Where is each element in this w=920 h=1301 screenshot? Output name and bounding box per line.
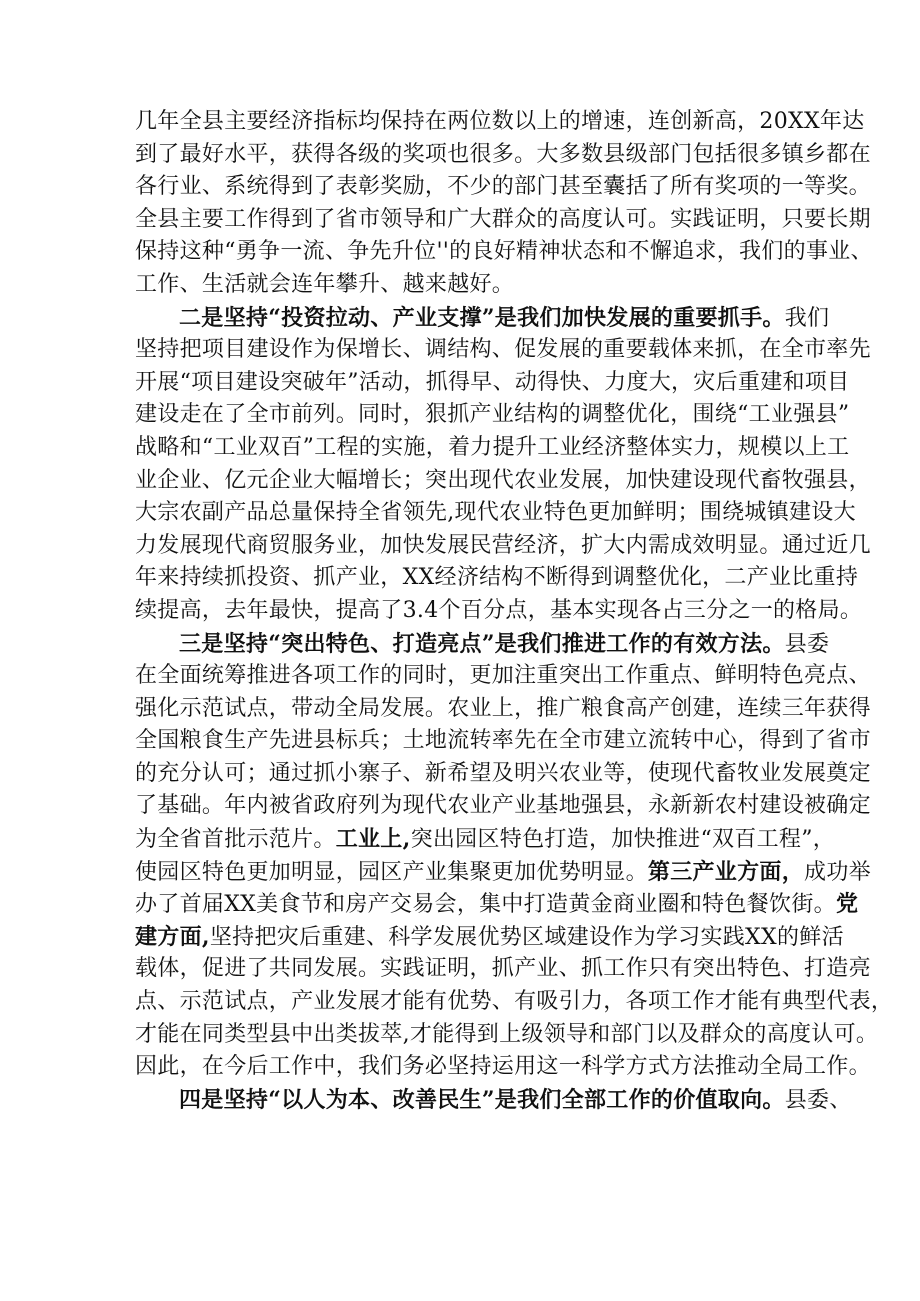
text-line — [135, 139, 871, 172]
text-segment: 办了首届XX美食节和房产交易会，集中打造黄金商业圈和特色餐饮街。 — [135, 892, 836, 918]
bold-heading-text: 党 — [835, 891, 859, 918]
text-segment: 突出园区特色打造，加快推进“双百工程”， — [410, 827, 836, 853]
text-line — [135, 921, 844, 954]
text-line — [135, 856, 871, 889]
text-segment: 开展“项目建设突破年”活动，抓得早、动得快、力度大，灾后重建和项目 — [135, 369, 850, 395]
text-segment: 我们 — [784, 305, 830, 331]
text-segment: 了基础。年内被省政府列为现代农业产业基地强县，永新新农村建设被确定 — [135, 793, 871, 819]
text-line — [135, 106, 865, 139]
text-line — [135, 823, 836, 856]
text-segment: 力发展现代商贸服务业，加快发展民营经济，扩大内需成效明显。通过近几 — [135, 532, 871, 558]
text-line — [135, 432, 850, 465]
text-line — [135, 269, 795, 302]
text-line — [135, 758, 871, 791]
text-segment: 各行业、系统得到了表彰奖励，不少的部门甚至囊括了所有奖项的一等奖。 — [135, 174, 871, 200]
text-segment: 到了最好水平，获得各级的奖项也很多。大多数县级部门包括很多镇乡都在 — [135, 141, 871, 167]
text-segment: 县委 — [784, 631, 830, 657]
text-segment: 为全省首批示范片。 — [135, 827, 336, 853]
text-segment: 年来持续抓投资、抓产业，XX经济结构不断得到调整优化，二产业比重持 — [135, 565, 859, 591]
text-line — [135, 986, 894, 1019]
text-line — [135, 465, 871, 498]
text-line — [135, 399, 850, 432]
bold-heading-text: 二是坚持“投资拉动、产业支撑”是我们加快发展的重要抓手。 — [179, 304, 785, 331]
text-segment: 几年全县主要经济指标均保持在两位数以上的增速，连创新高，20XX年达 — [135, 109, 865, 134]
text-line — [135, 497, 856, 530]
text-segment: 载体，促进了共同发展。实践证明，抓产业、抓工作只有突出特色、打造亮 — [135, 956, 871, 982]
text-line — [135, 1019, 879, 1052]
text-line — [135, 693, 871, 726]
paragraph-first-line — [135, 1084, 852, 1117]
bold-heading-text: 工业上, — [335, 826, 411, 853]
text-segment: 保持这种“勇争一流、争先升位''的良好精神状态和不懈追求，我们的事业、 — [135, 239, 873, 265]
paragraph-first-line — [135, 628, 830, 661]
text-segment: 在全面统筹推进各项工作的同时，更加注重突出工作重点、鲜明特色亮点、 — [135, 663, 871, 689]
text-segment: 战略和“工业双百”工程的实施，着力提升工业经济整体实力，规模以上工 — [135, 434, 850, 460]
bold-heading-text: 建方面, — [135, 923, 210, 950]
bold-heading-text: 三是坚持“突出特色、打造亮点”是我们推进工作的有效方法。 — [179, 630, 785, 657]
text-line — [135, 171, 871, 204]
text-line — [135, 660, 871, 693]
text-line — [135, 888, 859, 921]
bold-heading-text: 第三产业方面， — [647, 858, 805, 885]
text-line — [135, 595, 863, 628]
text-segment: 成功举 — [804, 859, 871, 885]
text-line — [135, 562, 859, 595]
text-segment: 建设走在了全市前列。同时，狠抓产业结构的调整优化，围绕“工业强县” — [135, 402, 850, 428]
text-segment: 的充分认可；通过抓小寨子、新希望及明兴农业等，使现代畜牧业发展奠定 — [135, 760, 871, 786]
text-line — [135, 204, 871, 237]
text-segment: 点、示范试点，产业发展才能有优势、有吸引力，各项工作才能有典型代表， — [135, 989, 894, 1015]
text-segment: 全县主要工作得到了省市领导和广大群众的高度认可。实践证明，只要长期 — [135, 206, 871, 232]
body-text — [135, 106, 894, 1116]
text-segment: 续提高，去年最快，提高了3.4个百分点，基本实现各占三分之一的格局。 — [135, 597, 863, 623]
text-line — [135, 953, 871, 986]
text-segment: 坚持把项目建设作为保增长、调结构、促发展的重要载体来抓，在全市率先 — [135, 337, 871, 363]
text-segment: 使园区特色更加明显，园区产业集聚更加优势明显。 — [135, 859, 648, 885]
text-segment: 业企业、亿元企业大幅增长；突出现代农业发展，加快建设现代畜牧强县， — [135, 467, 871, 493]
text-line — [135, 334, 871, 367]
text-line — [135, 367, 850, 400]
text-segment: 工作、生活就会连年攀升、越来越好。 — [135, 271, 515, 297]
text-segment: 因此，在今后工作中，我们务必坚持运用这一科学方式方法推动全局工作。 — [135, 1054, 871, 1080]
text-segment: 大宗农副产品总量保持全省领先,现代农业特色更加鲜明；围绕城镇建设大 — [135, 500, 856, 526]
text-segment: 坚持把灾后重建、科学发展优势区域建设作为学习实践XX的鲜活 — [209, 924, 844, 950]
text-line — [135, 790, 871, 823]
text-line — [135, 530, 871, 563]
text-line — [135, 725, 871, 758]
text-line — [135, 236, 873, 269]
text-segment: 才能在同类型县中出类拔萃,才能得到上级领导和部门以及群众的高度认可。 — [135, 1021, 879, 1047]
text-segment: 强化示范试点，带动全局发展。农业上，推广粮食高产创建，连续三年获得 — [135, 695, 871, 721]
paragraph-first-line — [135, 302, 830, 335]
bold-heading-text: 四是坚持“以人为本、改善民生”是我们全部工作的价值取向。 — [179, 1086, 785, 1113]
text-segment: 全国粮食生产先进县标兵；土地流转率先在全市建立流转中心，得到了省市 — [135, 728, 871, 754]
text-line — [135, 1051, 871, 1084]
text-segment: 县委、 — [784, 1087, 852, 1113]
